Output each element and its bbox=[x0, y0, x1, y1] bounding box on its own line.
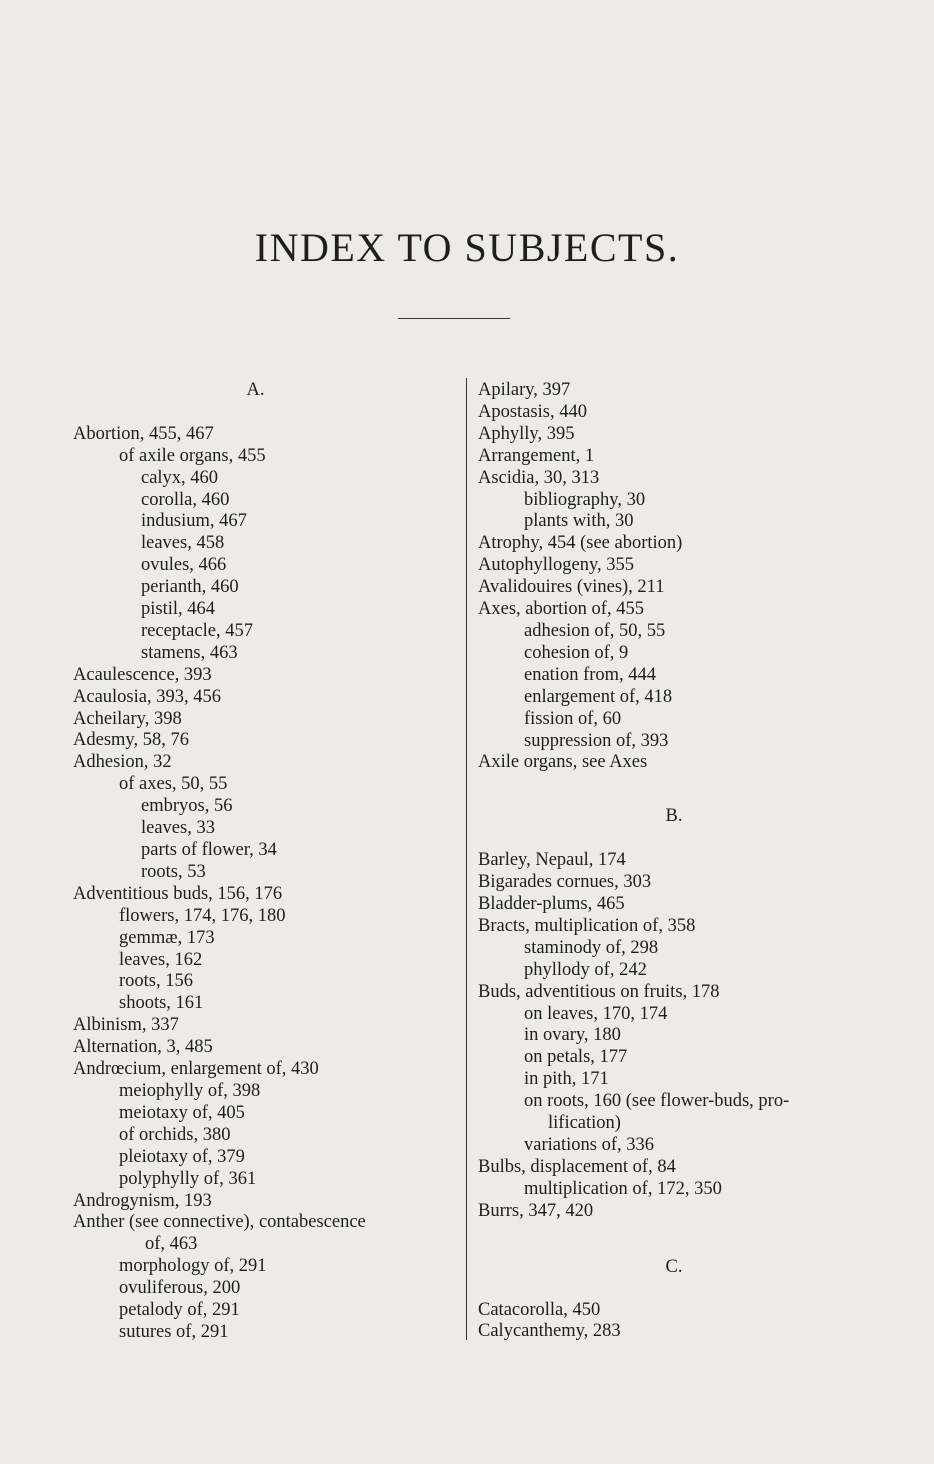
index-entry: Calycanthemy, 283 bbox=[478, 1321, 621, 1342]
index-entry: meiophylly of, 398 bbox=[119, 1080, 261, 1101]
index-entry: enation from, 444 bbox=[524, 664, 657, 685]
index-entry: Axile organs, see Axes bbox=[478, 752, 648, 773]
page-title: INDEX TO SUBJECTS. bbox=[254, 225, 680, 270]
index-entry: Burrs, 347, 420 bbox=[478, 1200, 594, 1221]
index-entry: lification) bbox=[548, 1113, 621, 1134]
index-entry: receptacle, 457 bbox=[141, 620, 253, 641]
index-entry: Andrœcium, enlargement of, 430 bbox=[73, 1059, 319, 1080]
index-entry: in pith, 171 bbox=[524, 1069, 609, 1090]
index-entry: on petals, 177 bbox=[524, 1047, 628, 1068]
index-entry: sutures of, 291 bbox=[119, 1321, 229, 1342]
right-column bbox=[478, 380, 870, 1343]
index-entry: on roots, 160 (see flower-buds, pro- bbox=[524, 1091, 790, 1112]
index-entry: Arrangement, 1 bbox=[478, 445, 595, 466]
index-entry: staminody of, 298 bbox=[524, 937, 659, 958]
index-entry: gemmæ, 173 bbox=[119, 927, 215, 948]
index-entry: Axes, abortion of, 455 bbox=[478, 599, 644, 620]
index-entry: Acaulosia, 393, 456 bbox=[73, 686, 221, 707]
title-rule bbox=[398, 318, 510, 319]
index-entry: Androgynism, 193 bbox=[73, 1190, 212, 1211]
index-entry: Bracts, multiplication of, 358 bbox=[478, 915, 696, 936]
index-entry: Adventitious buds, 156, 176 bbox=[73, 883, 283, 904]
index-entry: leaves, 458 bbox=[141, 533, 225, 554]
index-entry: leaves, 33 bbox=[141, 818, 215, 839]
index-entry: flowers, 174, 176, 180 bbox=[119, 905, 286, 926]
index-entry: Atrophy, 454 (see abortion) bbox=[478, 533, 683, 554]
index-entry: Anther (see connective), contabescence bbox=[73, 1212, 366, 1233]
index-entry: plants with, 30 bbox=[524, 511, 634, 532]
index-entry: cohesion of, 9 bbox=[524, 642, 629, 663]
index-entry: pistil, 464 bbox=[141, 599, 216, 620]
index-entry: suppression of, 393 bbox=[524, 730, 669, 751]
index-entry: perianth, 460 bbox=[141, 577, 239, 598]
section-letter-c: C. bbox=[665, 1256, 683, 1277]
index-entry: Bulbs, displacement of, 84 bbox=[478, 1156, 676, 1177]
index-entry: roots, 156 bbox=[119, 971, 193, 992]
index-entry: stamens, 463 bbox=[141, 642, 238, 663]
index-entry: bibliography, 30 bbox=[524, 489, 646, 510]
index-entry: Acheilary, 398 bbox=[73, 708, 182, 729]
index-entry: polyphylly of, 361 bbox=[119, 1168, 257, 1189]
index-entry: Apilary, 397 bbox=[478, 380, 571, 400]
index-entry: Avalidouires (vines), 211 bbox=[478, 577, 665, 598]
index-entry: ovules, 466 bbox=[141, 555, 227, 576]
index-entry: shoots, 161 bbox=[119, 993, 204, 1014]
index-entry: Abortion, 455, 467 bbox=[73, 423, 214, 444]
index-entry: leaves, 162 bbox=[119, 949, 203, 970]
index-entry: Apostasis, 440 bbox=[478, 401, 587, 422]
index-entry: variations of, 336 bbox=[524, 1135, 654, 1155]
index-entry: Alternation, 3, 485 bbox=[73, 1037, 213, 1058]
index-entry: Adesmy, 58, 76 bbox=[73, 730, 189, 751]
index-entry: Catacorolla, 450 bbox=[478, 1299, 601, 1320]
index-entry: of, 463 bbox=[145, 1234, 198, 1255]
index-entry: Acaulescence, 393 bbox=[73, 664, 212, 685]
index-entry: indusium, 467 bbox=[141, 511, 247, 532]
index-entry: embryos, 56 bbox=[141, 796, 233, 817]
index-entry: Aphylly, 395 bbox=[478, 423, 575, 444]
index-entry: Autophyllogeny, 355 bbox=[478, 555, 635, 576]
index-entry: of axile organs, 455 bbox=[119, 445, 266, 466]
index-entry: phyllody of, 242 bbox=[524, 959, 647, 980]
column-divider bbox=[466, 378, 467, 1340]
index-entry: on leaves, 170, 174 bbox=[524, 1003, 668, 1024]
index-entry: petalody of, 291 bbox=[119, 1300, 240, 1321]
section-letter-b: B. bbox=[665, 806, 683, 827]
index-entry: pleiotaxy of, 379 bbox=[119, 1146, 245, 1167]
index-entry: of orchids, 380 bbox=[119, 1124, 231, 1145]
index-entry: corolla, 460 bbox=[141, 489, 230, 510]
index-entry: ovuliferous, 200 bbox=[119, 1278, 241, 1299]
index-entry: Albinism, 337 bbox=[73, 1015, 179, 1036]
index-entry: Bigarades cornues, 303 bbox=[478, 872, 652, 893]
index-entry: of axes, 50, 55 bbox=[119, 774, 228, 795]
section-letter-a: A. bbox=[246, 380, 265, 400]
index-entry: Adhesion, 32 bbox=[73, 752, 172, 773]
index-entry: fission of, 60 bbox=[524, 708, 622, 729]
index-entry: Barley, Nepaul, 174 bbox=[478, 850, 626, 871]
index-entry: enlargement of, 418 bbox=[524, 686, 673, 707]
left-column bbox=[73, 380, 458, 1344]
index-entry: parts of flower, 34 bbox=[141, 840, 277, 861]
index-entry: adhesion of, 50, 55 bbox=[524, 620, 666, 641]
index-entry: Ascidia, 30, 313 bbox=[478, 467, 600, 488]
index-entry: roots, 53 bbox=[141, 861, 206, 882]
index-entry: calyx, 460 bbox=[141, 467, 219, 488]
index-entry: in ovary, 180 bbox=[524, 1025, 621, 1046]
index-entry: multiplication of, 172, 350 bbox=[524, 1178, 722, 1199]
index-entry: Bladder-plums, 465 bbox=[478, 894, 625, 915]
index-entry: Buds, adventitious on fruits, 178 bbox=[478, 981, 720, 1002]
index-entry: morphology of, 291 bbox=[119, 1256, 267, 1277]
index-entry: meiotaxy of, 405 bbox=[119, 1102, 245, 1123]
